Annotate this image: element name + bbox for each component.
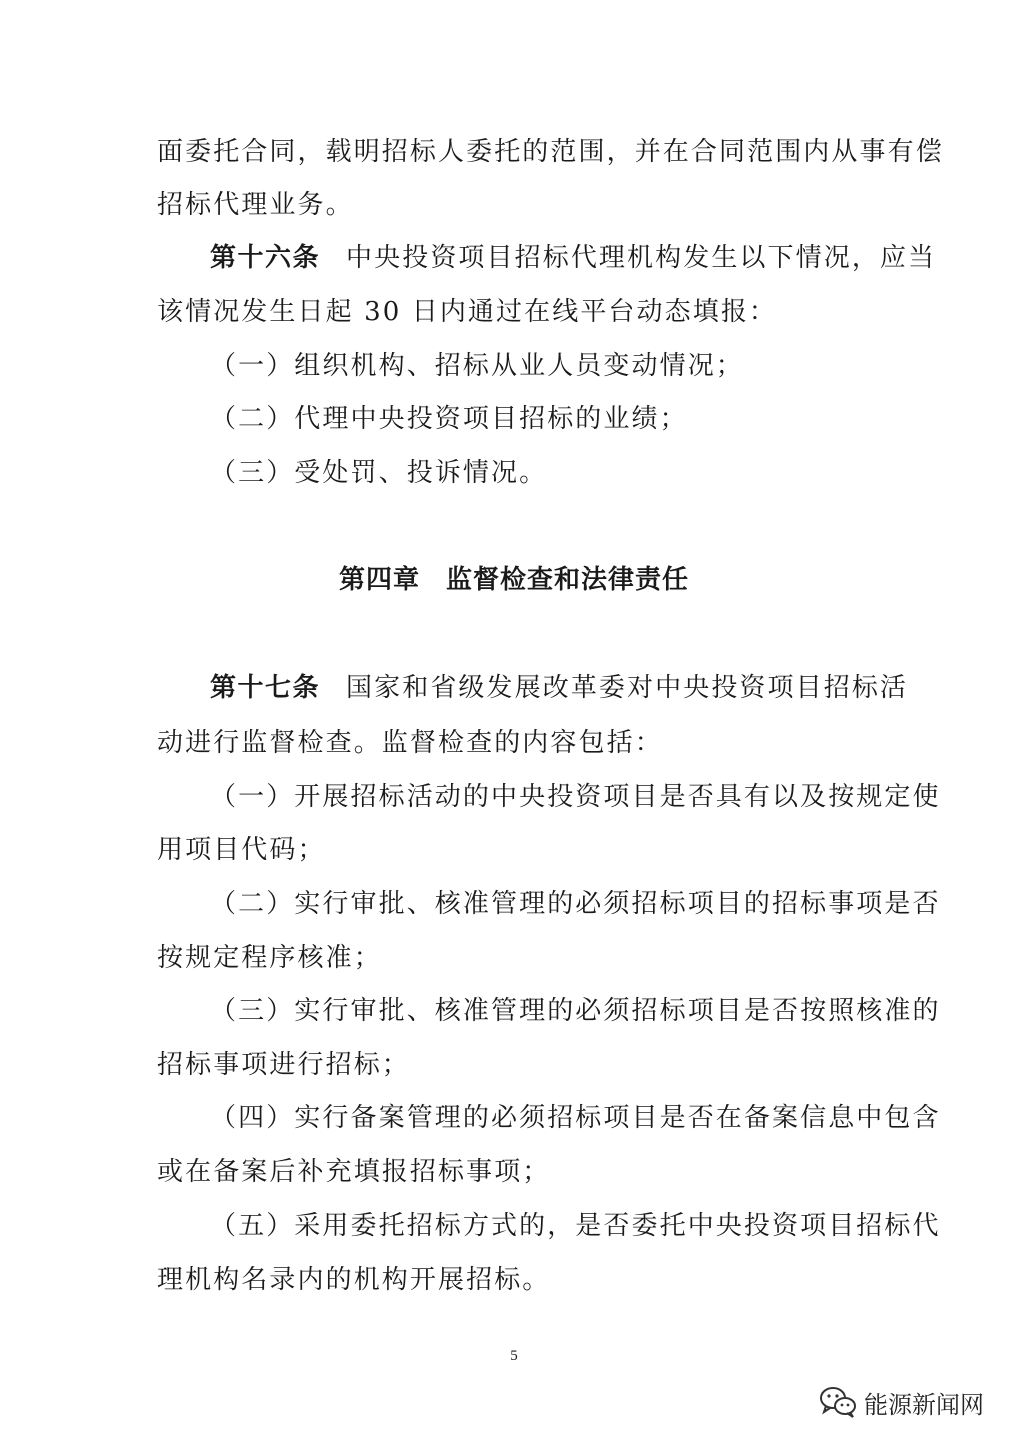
wechat-icon [818, 1384, 858, 1420]
paragraph-line: 招标代理业务。 [157, 190, 354, 220]
list-item-continuation: 或在备案后补充填报招标事项； [157, 1157, 551, 1187]
article-17-heading: 第十七条 [210, 673, 321, 703]
article-16-heading: 第十六条 [210, 243, 321, 273]
list-item-continuation: 按规定程序核准； [157, 943, 382, 973]
article-16-line-1 [210, 241, 937, 275]
article-17-line-1 [210, 671, 930, 705]
list-item-continuation: 理机构名录内的机构开展招标。 [157, 1265, 551, 1295]
watermark [818, 1382, 984, 1422]
list-item-continuation: 用项目代码； [157, 835, 326, 865]
watermark-text: 能源新闻网 [864, 1390, 984, 1419]
article-17-line-2: 动进行监督检查。监督检查的内容包括： [157, 728, 663, 758]
article-16-text: 中央投资项目招标代理机构发生以下情况，应当 [346, 243, 937, 273]
paragraph-line: 面委托合同，载明招标人委托的范围，并在合同范围内从事有偿 [157, 137, 944, 167]
list-item-continuation: 招标事项进行招标； [157, 1050, 410, 1080]
list-item: （二）代理中央投资项目招标的业绩； [210, 404, 688, 434]
list-item: （三）实行审批、核准管理的必须招标项目是否按照核准的 [210, 996, 941, 1026]
chapter-number: 第四章 [338, 565, 420, 595]
list-item: （三）受处罚、投诉情况。 [210, 458, 548, 488]
page-number: 5 [510, 1348, 518, 1364]
list-item: （二）实行审批、核准管理的必须招标项目的招标事项是否 [210, 889, 941, 919]
chapter-title: 监督检查和法律责任 [446, 565, 690, 595]
list-item: （一）开展招标活动的中央投资项目是否具有以及按规定使 [210, 782, 941, 812]
list-item: （一）组织机构、招标从业人员变动情况； [210, 351, 744, 381]
list-item: （五）采用委托招标方式的，是否委托中央投资项目招标代 [210, 1211, 941, 1241]
chapter-heading [0, 563, 1028, 597]
article-17-text: 国家和省级发展改革委对中央投资项目招标活 [346, 673, 909, 703]
article-16-line-2: 该情况发生日起 30 日内通过在线平台动态填报： [157, 297, 778, 327]
list-item: （四）实行备案管理的必须招标项目是否在备案信息中包含 [210, 1103, 941, 1133]
